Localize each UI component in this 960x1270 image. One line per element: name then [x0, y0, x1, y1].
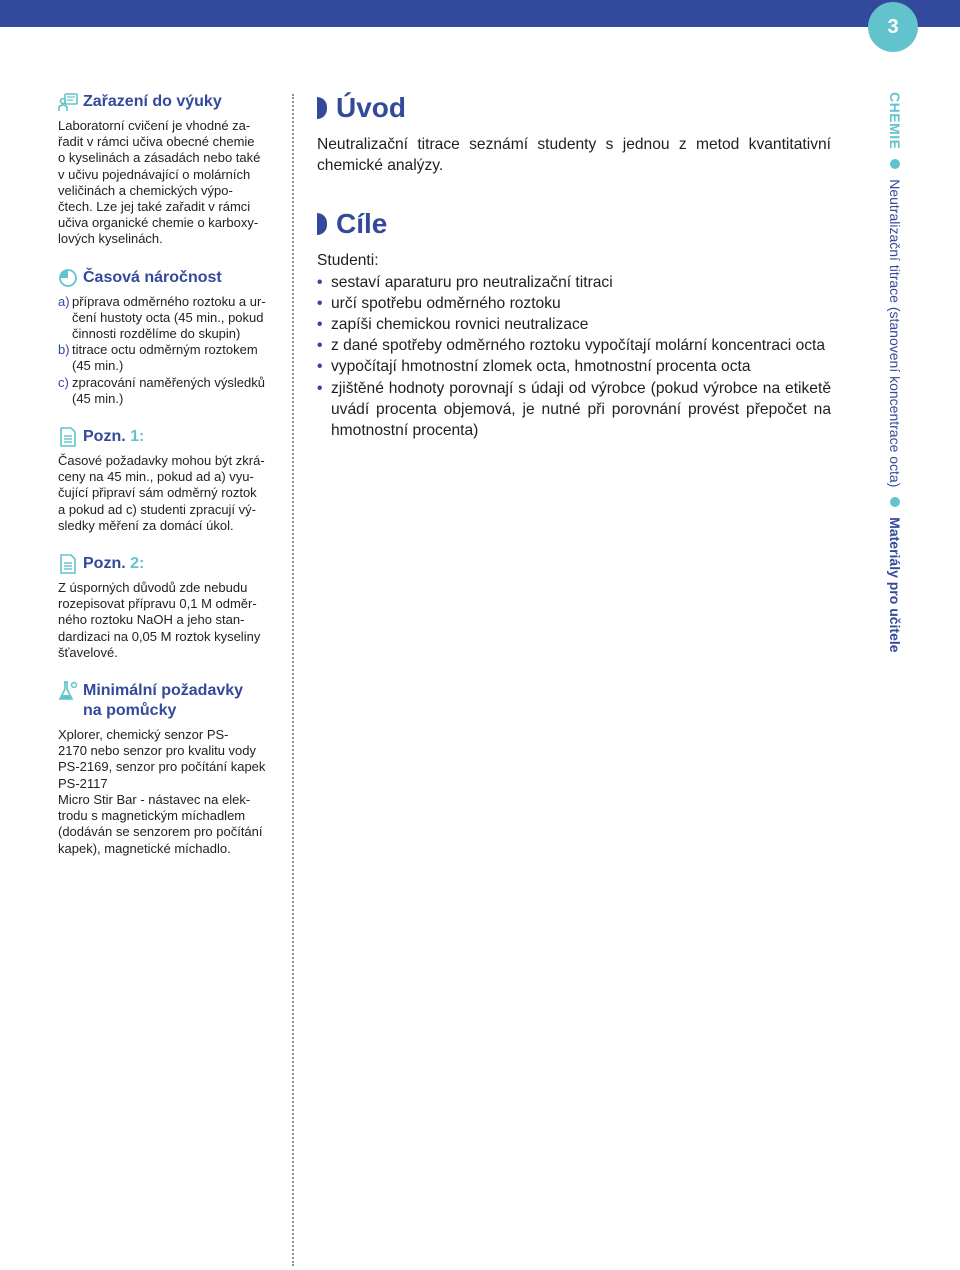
note-icon	[58, 554, 78, 574]
section-pozn-2	[58, 554, 269, 661]
goals-list	[317, 272, 831, 442]
note-number: 2:	[130, 555, 145, 573]
list-item: • z dané spotřeby odměrného roztoku vypočítají molární koncentraci octa	[317, 335, 831, 356]
bullet-icon: •	[317, 337, 323, 355]
topic-label: Neutralizační titrace (stanovení koncentrace octa)	[887, 179, 903, 488]
note-icon	[58, 427, 78, 447]
list-item: • zapíši chemickou rovnici neutralizace	[317, 314, 831, 335]
cile-intro: Studenti:	[317, 252, 379, 270]
top-band	[0, 0, 960, 27]
section-title: Pozn.	[83, 428, 126, 446]
section-title: Pozn.	[83, 555, 126, 573]
bullet-icon: •	[317, 358, 323, 376]
section-pozn-1	[58, 427, 269, 534]
section-body: Časové požadavky mohou být zkrá- ceny na 45 min., pokud ad a) vyu- čující připraví sám odměrný roztok a pokud ad c) studenti zpracují vý- sledky měření za domácí úkol.	[58, 453, 265, 533]
section-title-line2: na pomůcky	[83, 702, 177, 720]
section-title: Minimální požadavky	[83, 682, 244, 700]
uvod-text: Neutralizační titrace seznámí studenty s jednou z metod kvantitativní chemické analýzy.	[317, 136, 831, 175]
dot-icon	[890, 497, 900, 507]
clock-icon	[58, 268, 78, 288]
dot-icon	[890, 159, 900, 169]
bullet-icon: •	[317, 379, 323, 397]
column-divider	[292, 94, 294, 1266]
sidebar	[58, 92, 269, 877]
section-body: Laboratorní cvičení je vhodné za- řadit v rámci učiva obecné chemie o kyselinách a zásadách nebo také v učivu pojednávající o molárních veličinách a chemických výpo- čtech. Lze jej také zařadit v rámci učiva organické chemie o karboxy- lových kyselinách.	[58, 118, 261, 247]
half-circle-icon	[317, 97, 327, 119]
list-item: • vypočítají hmotnostní zlomek octa, hmotnostní procenta octa	[317, 356, 831, 377]
section-narocnost	[58, 268, 269, 407]
section-body: Xplorer, chemický senzor PS- 2170 nebo senzor pro kvalitu vody PS-2169, senzor pro počítání kapek PS-2117 Micro Stir Bar - nástavec na elek- trodu s magnetickým míchadlem (dodáván se senzorem pro počítání kapek), magnetické míchadlo.	[58, 727, 266, 856]
main-content	[317, 88, 831, 441]
section-pomucky	[58, 681, 269, 857]
list-item: • určí spotřebu odměrného roztoku	[317, 293, 831, 314]
note-number: 1:	[130, 428, 145, 446]
audience-label: Materiály pro učitele	[887, 517, 903, 653]
list-item: b) titrace octu odměrným roztokem (45 min.)	[58, 342, 258, 374]
heading-cile: Cíle	[317, 204, 831, 244]
section-zarazeni	[58, 92, 269, 248]
heading-uvod: Úvod	[317, 88, 831, 128]
list-item: • sestaví aparaturu pro neutralizační titraci	[317, 272, 831, 293]
half-circle-icon	[317, 213, 327, 235]
time-list	[58, 294, 269, 407]
bullet-icon: •	[317, 294, 323, 312]
bullet-icon: •	[317, 316, 323, 334]
list-item: • zjištěné hodnoty porovnají s údaji od výrobce (pokud výrobce na etiketě uvádí procenta objemová, je nutné při porovnání provést přepočet na hmotnostní procenta)	[317, 378, 831, 442]
section-title: Časová náročnost	[83, 268, 222, 286]
subject-label: CHEMIE	[887, 92, 903, 150]
list-item: a) příprava odměrného roztoku a ur- čení hustoty octa (45 min., pokud činnosti rozdělíme do skupin)	[58, 293, 266, 342]
section-body: Z úsporných důvodů zde nebudu rozepisovat přípravu 0,1 M odměr- ného roztoku NaOH a jeho stan- dardizaci na 0,05 M roztok kyseliny šťavelové.	[58, 580, 261, 660]
flask-icon	[58, 681, 78, 701]
vertical-side-label	[886, 92, 904, 653]
section-title: Zařazení do výuky	[83, 93, 222, 110]
page-number-badge: 3	[868, 2, 918, 52]
bullet-icon: •	[317, 273, 323, 291]
classroom-icon	[58, 92, 78, 112]
list-item: c) zpracování naměřených výsledků (45 min.)	[58, 374, 265, 406]
